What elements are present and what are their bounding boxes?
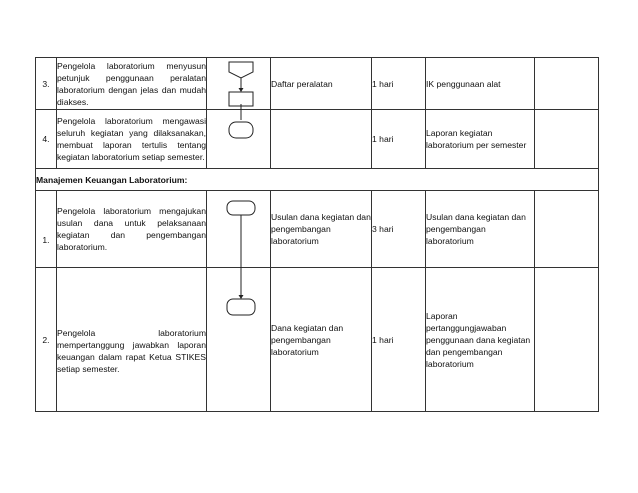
flowchart-cell — [207, 110, 271, 169]
table-row — [36, 191, 599, 268]
flowchart-diagram — [207, 110, 271, 169]
off-page-connector-shape — [229, 62, 253, 78]
row-number: 4. — [36, 110, 57, 169]
table-row — [36, 58, 599, 110]
requirement-line: Usulan dana kegiatan dan — [271, 212, 371, 222]
note-cell — [535, 268, 599, 412]
note-cell — [535, 110, 599, 169]
requirement-line: Dana kegiatan dan — [271, 322, 344, 333]
output-line: Usulan dana kegiatan dan — [426, 212, 526, 222]
table-row — [36, 268, 599, 412]
flowchart-cell — [207, 268, 271, 412]
output-line: pengembangan — [426, 224, 486, 234]
time-cell: 3 hari — [372, 191, 426, 268]
note-cell — [535, 58, 599, 110]
sop-table — [35, 57, 599, 412]
section-row — [36, 169, 599, 191]
requirement-line: pengembangan — [271, 334, 331, 345]
requirement-cell — [271, 268, 372, 412]
output-line: penggunaan dana kegiatan — [426, 334, 531, 345]
output-cell — [426, 110, 535, 169]
terminator-shape — [229, 122, 253, 138]
output-cell — [426, 58, 535, 110]
time-cell: 1 hari — [372, 58, 426, 110]
flowchart-diagram — [207, 58, 271, 110]
terminator-shape — [227, 299, 255, 315]
row-number: 1. — [36, 191, 57, 268]
activity-description: Pengelola laboratorium mempertanggung jawabkan laporan keuangan dalam rapat Ketua STIKES setiap semester. — [57, 268, 207, 412]
flowchart-diagram — [207, 191, 271, 268]
output-line: Laporan — [426, 310, 458, 321]
requirement-line: laboratorium — [271, 236, 319, 246]
activity-description: Pengelola laboratorium mengajukan usulan dana untuk pelaksanaan kegiatan dan pengembangan laboratorium. — [57, 191, 207, 268]
output-line: dan pengembangan — [426, 346, 503, 357]
output-line: pertanggungjawaban — [426, 322, 507, 333]
activity-description: Pengelola laboratorium mengawasi seluruh kegiatan yang dilaksanakan, membuat laporan tertulis tentang kegiatan laboratorium setiap semester. — [57, 110, 207, 169]
table-row — [36, 110, 599, 169]
output-line: laboratorium per semester — [426, 140, 527, 150]
output-cell — [426, 268, 535, 412]
flowchart-diagram — [207, 268, 271, 412]
arrowhead-shape — [239, 88, 244, 92]
row-number: 3. — [36, 58, 57, 110]
requirement-cell: Daftar peralatan — [271, 58, 372, 110]
requirement-cell — [271, 191, 372, 268]
note-cell — [535, 191, 599, 268]
flowchart-cell — [207, 58, 271, 110]
output-line: Laporan kegiatan — [426, 128, 493, 138]
time-cell: 1 hari — [372, 268, 426, 412]
requirement-line: laboratorium — [271, 346, 319, 357]
requirement-cell — [271, 110, 372, 169]
terminator-shape — [227, 201, 255, 215]
output-line: laboratorium — [426, 358, 474, 369]
row-number: 2. — [36, 268, 57, 412]
activity-description: Pengelola laboratorium menyusun petunjuk penggunaan peralatan laboratorium dengan jelas dan mudah diakses. — [57, 58, 207, 110]
output-line: laboratorium — [426, 236, 474, 246]
flowchart-cell — [207, 191, 271, 268]
process-box-shape — [229, 92, 253, 106]
section-title: Manajemen Keuangan Laboratorium: — [36, 169, 599, 191]
arrowhead-shape — [239, 295, 244, 299]
output-cell — [426, 191, 535, 268]
requirement-line: pengembangan — [271, 224, 331, 234]
output-line: IK penggunaan alat — [426, 78, 501, 89]
time-cell: 1 hari — [372, 110, 426, 169]
